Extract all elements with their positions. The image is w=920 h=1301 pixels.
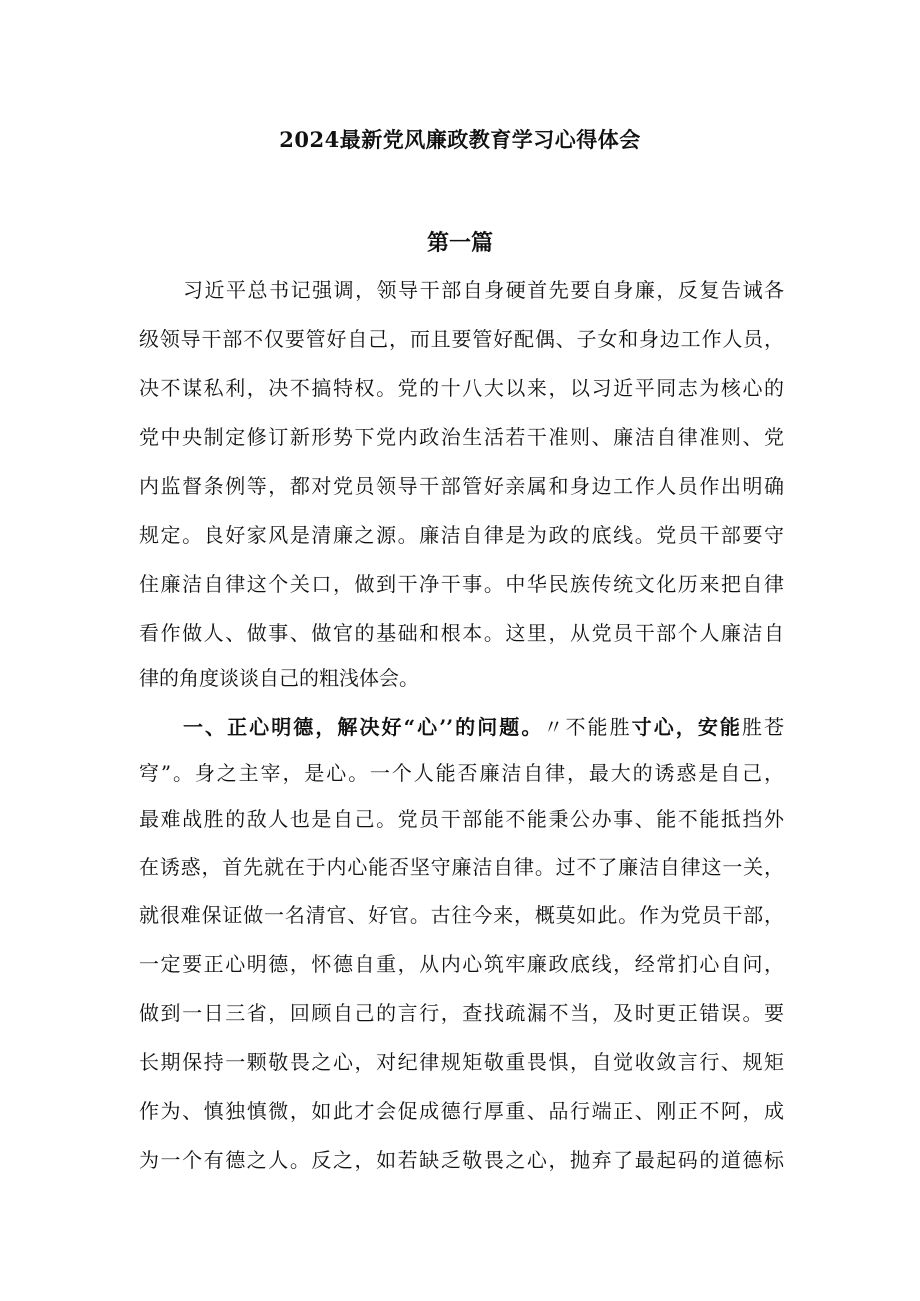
paragraph-2-line: 一定要正心明德，怀德自重，从内心筑牢廉政底线，经常扪心自问， bbox=[139, 952, 784, 976]
paragraph-2-line: 长期保持一颗敬畏之心，对纪律规矩敬重畏惧，自觉收敛言行、规矩 bbox=[139, 1050, 784, 1074]
paragraph-1-line: 看作做人、做事、做官的基础和根本。这里，从党员干部个人廉洁自 bbox=[139, 621, 784, 645]
paragraph-1-line: 律的角度谈谈自己的粗浅体会。 bbox=[139, 666, 419, 690]
paragraph-2-line: 就很难保证做一名清官、好官。古往今来，概莫如此。作为党员干部， bbox=[139, 903, 784, 927]
paragraph-1-line: 决不谋私利，决不搞特权。党的十八大以来，以习近平同志为核心的 bbox=[139, 376, 784, 400]
paragraph-2-heading: 一、正心明德，解决好“心’’的问题。 bbox=[183, 715, 544, 739]
paragraph-1-line: 规定。良好家风是清廉之源。廉洁自律是为政的底线。党员干部要守 bbox=[139, 523, 784, 547]
paragraph-2-line: 作为、慎独慎微，如此才会促成德行厚重、品行端正、刚正不阿，成 bbox=[139, 1099, 784, 1123]
paragraph-2-line: 为一个有德之人。反之，如若缺乏敬畏之心，抛弃了最起码的道德标 bbox=[139, 1148, 784, 1172]
quote-start: 〃不能胜 bbox=[543, 715, 632, 739]
quote-bold: 寸心，安能 bbox=[631, 715, 742, 739]
paragraph-2-line: 做到一日三省，回顾自己的言行，查找疏漏不当，及时更正错误。要 bbox=[139, 1001, 784, 1025]
paragraph-2-line: 在诱惑，首先就在于内心能否坚守廉洁自律。过不了廉洁自律这一关， bbox=[139, 855, 784, 879]
paragraph-1-line: 党中央制定修订新形势下党内政治生活若干准则、廉洁自律准则、党 bbox=[139, 425, 784, 449]
paragraph-1-line: 级领导干部不仅要管好自己，而且要管好配偶、子女和身边工作人员， bbox=[139, 327, 784, 351]
document-title: 2024最新党风廉政教育学习心得体会 bbox=[279, 127, 641, 152]
paragraph-2-line: 穹”。身之主宰，是心。一个人能否廉洁自律，最大的诱惑是自己， bbox=[139, 761, 784, 785]
paragraph-1-line: 住廉洁自律这个关口，做到干净干事。中华民族传统文化历来把自律 bbox=[139, 572, 784, 596]
quote-end: 胜苍 bbox=[741, 715, 785, 739]
paragraph-1-line: 习近平总书记强调，领导干部自身硬首先要自身廉，反复告诫各 bbox=[183, 278, 784, 302]
paragraph-2-first-line bbox=[183, 712, 784, 742]
section-title: 第一篇 bbox=[426, 230, 493, 256]
paragraph-1-line: 内监督条例等，都对党员领导干部管好亲属和身边工作人员作出明确 bbox=[139, 474, 784, 498]
paragraph-2-line: 最难战胜的敌人也是自己。党员干部能不能秉公办事、能不能抵挡外 bbox=[139, 807, 784, 831]
